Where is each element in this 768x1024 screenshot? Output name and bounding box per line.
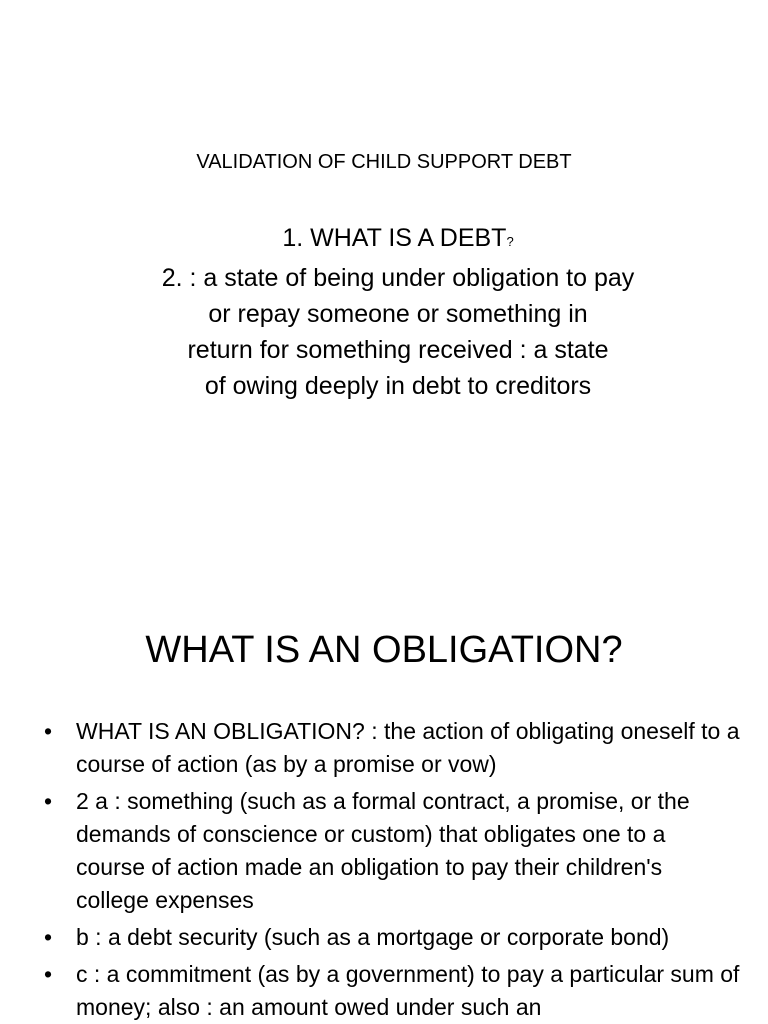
list-item bbox=[40, 785, 740, 917]
item-label: 1. WHAT IS A DEBT bbox=[282, 224, 507, 252]
list-item bbox=[40, 921, 740, 954]
list-item-text: b : a debt security (such as a mortgage or corporate bond) bbox=[76, 924, 670, 950]
slide-title: VALIDATION OF CHILD SUPPORT DEBT bbox=[196, 151, 572, 173]
bullet-icon: • bbox=[44, 718, 53, 744]
definition-line: return for something received : a state bbox=[187, 336, 609, 364]
bullet-list bbox=[40, 715, 740, 1024]
list-item bbox=[40, 958, 740, 1024]
slide-title: WHAT IS AN OBLIGATION? bbox=[145, 629, 623, 671]
slide-obligation-definition bbox=[0, 576, 768, 1024]
definition-line: 2. : a state of being under obligation to pay bbox=[161, 264, 635, 292]
bullet-icon: • bbox=[44, 924, 53, 950]
slide-body bbox=[100, 220, 696, 404]
list-item-text: 2 a : something (such as a formal contract, a promise, or the demands of conscience or custom) that obligates one to a course of action made an obligation to pay their children's college expenses bbox=[76, 788, 690, 913]
list-item-text: c : a commitment (as by a government) to pay a particular sum of money; also : an amount owed under such an bbox=[76, 961, 740, 1020]
list-item bbox=[40, 715, 740, 781]
bullet-icon: • bbox=[44, 788, 53, 814]
item-what-is-debt bbox=[100, 220, 696, 260]
definition-line: of owing deeply in debt to creditors bbox=[204, 372, 592, 400]
question-mark: ? bbox=[506, 234, 514, 249]
bullet-icon: • bbox=[44, 961, 53, 987]
list-item-text: WHAT IS AN OBLIGATION? : the action of obligating oneself to a course of action (as by a promise or vow) bbox=[76, 718, 740, 777]
definition-line: or repay someone or something in bbox=[208, 300, 588, 328]
